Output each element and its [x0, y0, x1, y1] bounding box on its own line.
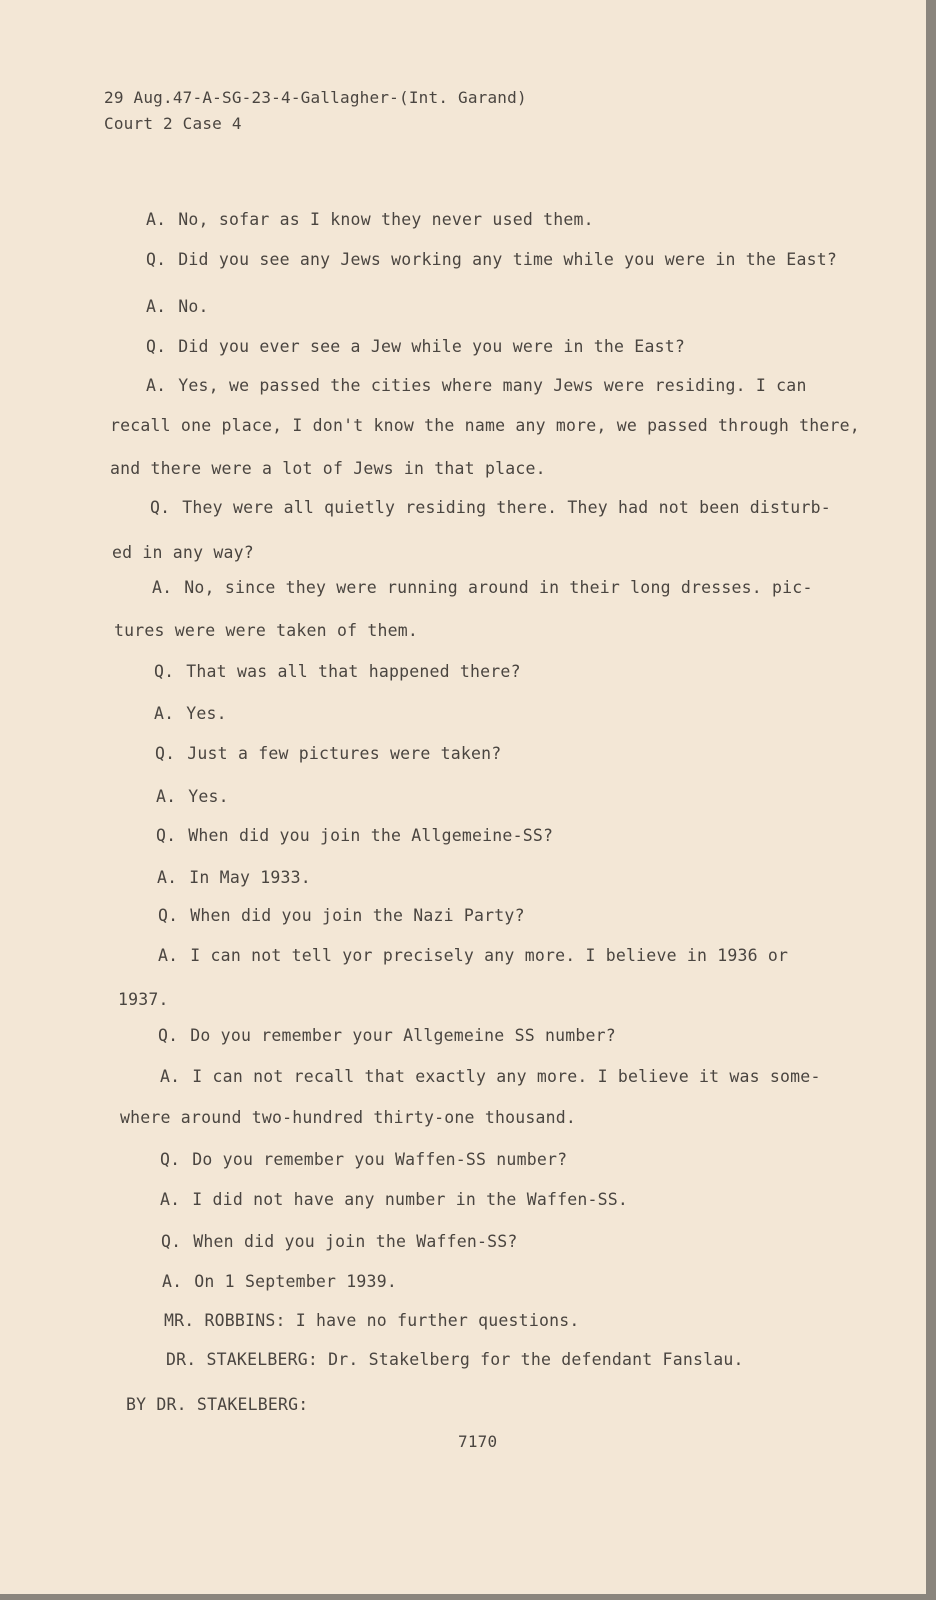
line-text: Did you see any Jews working any time while you were in the East? [178, 250, 837, 269]
line-text: BY DR. STAKELBERG: [126, 1395, 309, 1414]
line-text: and there were a lot of Jews in that place. [110, 459, 546, 478]
transcript-line [154, 704, 227, 723]
transcript-line [164, 1311, 580, 1330]
transcript-line [162, 1272, 397, 1291]
speaker-label: A. [162, 1272, 183, 1291]
speaker-label: Q. [158, 906, 179, 925]
line-text: No. [178, 297, 209, 316]
transcript-line [146, 337, 685, 356]
speaker-label: Q. [154, 662, 175, 681]
line-text: I did not have any number in the Waffen-SS. [192, 1190, 629, 1209]
line-text: When did you join the Waffen-SS? [193, 1232, 518, 1251]
speaker-label: Q. [161, 1232, 182, 1251]
speaker-label: A. [160, 1067, 181, 1086]
speaker-label: A. [146, 297, 167, 316]
transcript-line [156, 787, 229, 806]
transcript-line [152, 578, 813, 597]
transcript-line [158, 946, 788, 965]
transcript-line [120, 1108, 576, 1127]
line-text: Just a few pictures were taken? [187, 744, 502, 763]
speaker-label: A. [160, 1190, 181, 1209]
line-text: Yes. [186, 704, 227, 723]
line-text: DR. STAKELBERG: Dr. Stakelberg for the defendant Fanslau. [166, 1350, 744, 1369]
line-text: where around two-hundred thirty-one thousand. [120, 1108, 577, 1127]
line-text: When did you join the Nazi Party? [190, 906, 525, 925]
transcript-line [157, 868, 311, 887]
line-text: On 1 September 1939. [194, 1272, 397, 1291]
transcript-line [161, 1232, 518, 1251]
line-text: No, sofar as I know they never used them. [178, 210, 594, 229]
line-text: tures were were taken of them. [114, 621, 419, 640]
transcript-line [146, 376, 807, 395]
line-text: I can not recall that exactly any more. I believe it was some- [192, 1067, 821, 1086]
speaker-label: Q. [160, 1150, 181, 1169]
transcript-line [160, 1067, 821, 1086]
line-text: Did you ever see a Jew while you were in the East? [178, 337, 685, 356]
header-line-1: 29 Aug.47-A-SG-23-4-Gallagher-(Int. Garand) [104, 88, 527, 107]
transcript-line [146, 297, 209, 316]
line-text: That was all that happened there? [186, 662, 521, 681]
line-text: ed in any way? [112, 543, 254, 562]
speaker-label: Q. [158, 1026, 179, 1045]
transcript-line [158, 1026, 616, 1045]
speaker-label: A. [158, 946, 179, 965]
line-text: I can not tell yor precisely any more. I believe in 1936 or [190, 946, 789, 965]
speaker-label: Q. [146, 250, 167, 269]
line-text: Yes. [188, 787, 229, 806]
speaker-label: Q. [150, 498, 171, 517]
transcript-line [110, 459, 546, 478]
speaker-label: Q. [146, 337, 167, 356]
transcript-line [160, 1190, 628, 1209]
header-line-2: Court 2 Case 4 [104, 114, 242, 133]
transcript-line [112, 543, 254, 562]
speaker-label: A. [146, 210, 167, 229]
transcript-line [158, 906, 525, 925]
transcript-line [126, 1395, 308, 1414]
speaker-label: A. [154, 704, 175, 723]
transcript-line [114, 621, 418, 640]
line-text: No, since they were running around in their long dresses. pic- [184, 578, 813, 597]
speaker-label: A. [146, 376, 167, 395]
speaker-label: A. [152, 578, 173, 597]
transcript-line [166, 1350, 744, 1369]
line-text: Yes, we passed the cities where many Jews were residing. I can [178, 376, 807, 395]
speaker-label: A. [156, 787, 177, 806]
speaker-label: Q. [155, 744, 176, 763]
transcript-line [118, 990, 169, 1009]
line-text: Do you remember your Allgemeine SS number? [190, 1026, 616, 1045]
line-text: They were all quietly residing there. They had not been disturb- [182, 498, 831, 517]
transcript-line [146, 210, 594, 229]
speaker-label: A. [157, 868, 178, 887]
transcript-line [154, 662, 521, 681]
line-text: When did you join the Allgemeine-SS? [188, 826, 554, 845]
line-text: recall one place, I don't know the name any more, we passed through there, [110, 416, 860, 435]
transcript-line [110, 416, 860, 435]
line-text: 1937. [118, 990, 169, 1009]
page-number: 7170 [458, 1432, 498, 1451]
transcript-line [146, 250, 837, 269]
transcript-line [150, 498, 831, 517]
line-text: Do you remember you Waffen-SS number? [192, 1150, 568, 1169]
transcript-line [160, 1150, 567, 1169]
transcript-line [155, 744, 501, 763]
line-text: In May 1933. [189, 868, 311, 887]
speaker-label: Q. [156, 826, 177, 845]
transcript-line [156, 826, 553, 845]
line-text: MR. ROBBINS: I have no further questions. [164, 1311, 580, 1330]
